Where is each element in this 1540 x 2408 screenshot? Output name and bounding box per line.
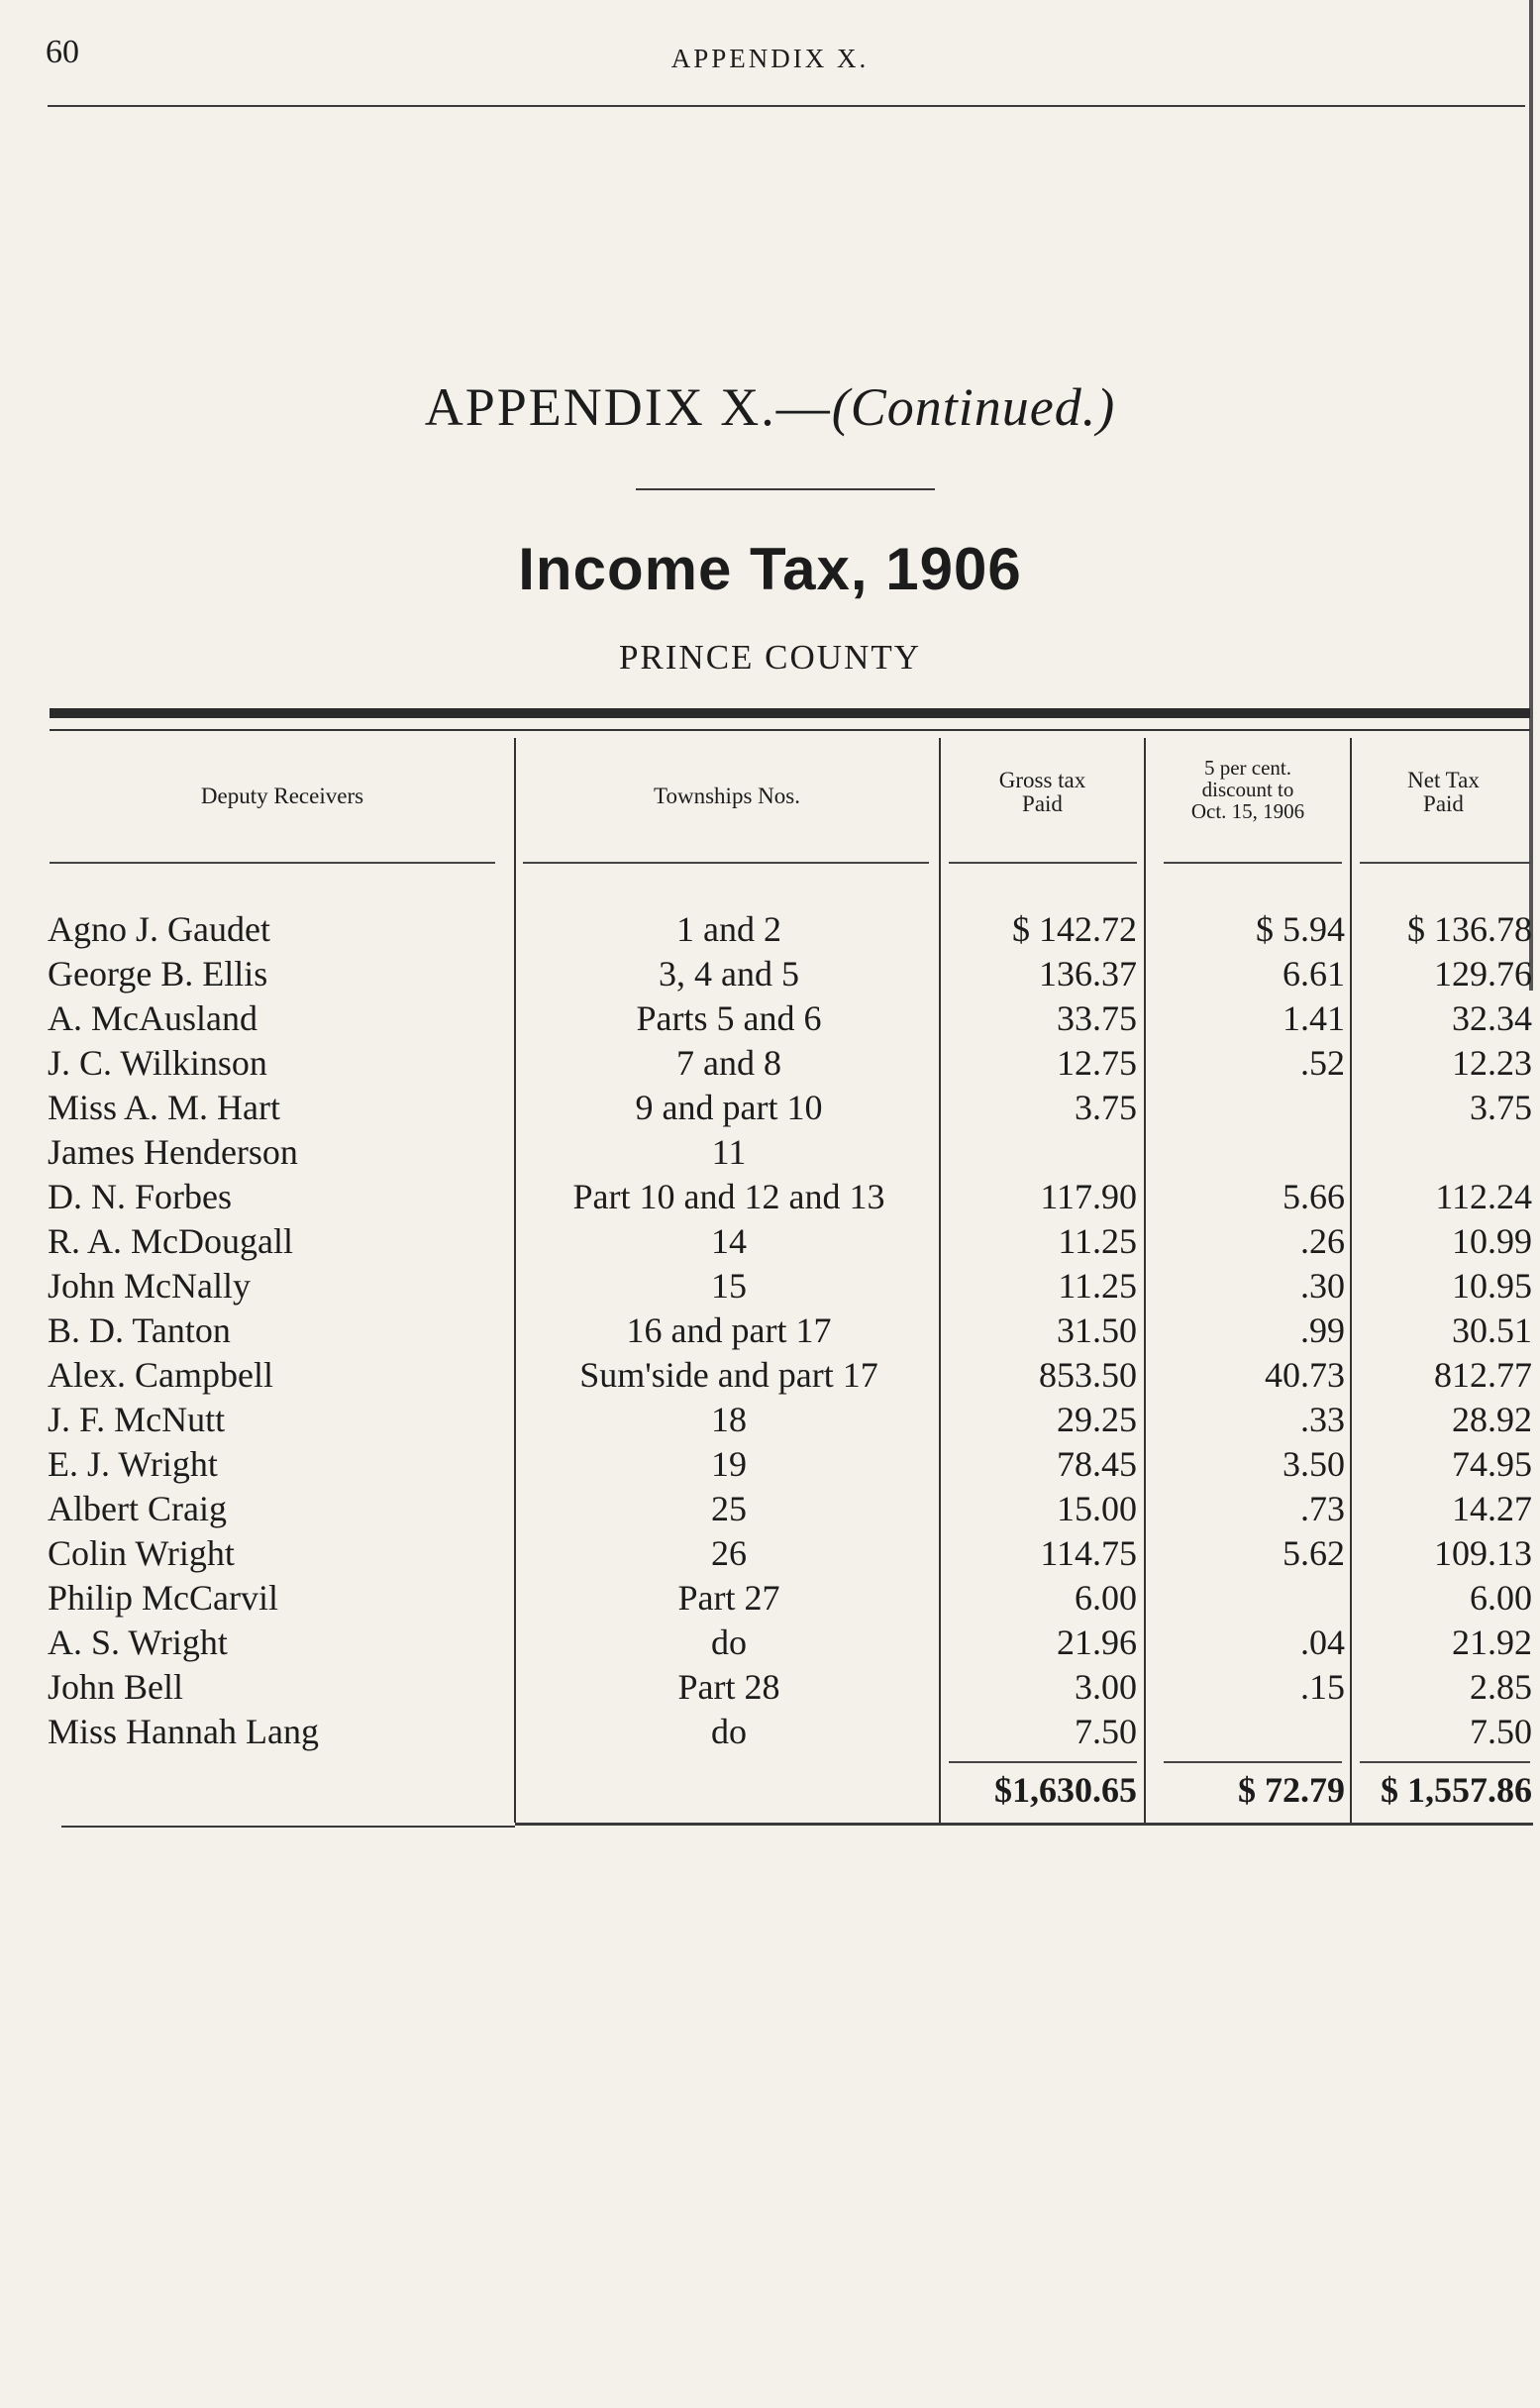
cell-receiver: J. C. Wilkinson <box>48 1043 267 1083</box>
table-row <box>0 1309 1540 1353</box>
table-row <box>0 996 1540 1041</box>
table-row <box>0 1264 1540 1309</box>
page-edge <box>1529 0 1533 991</box>
cell-net: 32.34 <box>1452 998 1532 1038</box>
cell-receiver: E. J. Wright <box>48 1444 218 1484</box>
cell-townships: Sum'side and part 17 <box>579 1355 878 1395</box>
cell-gross: 7.50 <box>1075 1712 1137 1751</box>
header-discount-line: Oct. 15, 1906 <box>1190 799 1305 823</box>
header-discount-line: 5 per cent. <box>1203 756 1292 780</box>
cell-gross: 11.25 <box>1058 1266 1137 1306</box>
table-top-rule <box>50 708 1530 718</box>
cell-receiver: Agno J. Gaudet <box>48 909 270 949</box>
table-row <box>0 1442 1540 1487</box>
cell-net: 10.99 <box>1452 1221 1532 1261</box>
cell-receiver: J. F. McNutt <box>48 1400 226 1439</box>
cell-receiver: Albert Craig <box>48 1489 227 1528</box>
cell-discount: 3.50 <box>1283 1444 1345 1484</box>
cell-townships: Part 10 and 12 and 13 <box>572 1177 885 1216</box>
cell-net: 112.24 <box>1435 1177 1532 1216</box>
cell-gross: $ 142.72 <box>1012 909 1137 949</box>
cell-net: 21.92 <box>1452 1623 1532 1662</box>
cell-gross: 15.00 <box>1057 1489 1137 1528</box>
cell-townships: 18 <box>711 1400 747 1439</box>
title-divider <box>636 488 935 490</box>
cell-receiver: D. N. Forbes <box>48 1177 232 1216</box>
cell-discount: .15 <box>1300 1667 1345 1707</box>
total-discount: $ 72.79 <box>1238 1770 1345 1810</box>
cell-townships: 26 <box>711 1533 747 1573</box>
total-underline <box>1360 1761 1530 1763</box>
cell-townships: do <box>711 1623 747 1662</box>
cell-townships: 25 <box>711 1489 747 1528</box>
cell-receiver: R. A. McDougall <box>48 1221 293 1261</box>
cell-net: 812.77 <box>1434 1355 1532 1395</box>
cell-net: 129.76 <box>1434 954 1532 994</box>
table-row <box>0 1621 1540 1665</box>
table-row <box>0 952 1540 996</box>
total-underline <box>1164 1761 1342 1763</box>
header-receivers: Deputy Receivers <box>200 784 364 808</box>
cell-discount: .26 <box>1300 1221 1345 1261</box>
table-top-thin-rule <box>50 729 1530 731</box>
header-net-line: Net Tax <box>1407 768 1480 792</box>
cell-receiver: Alex. Campbell <box>48 1355 273 1395</box>
cell-gross: 3.75 <box>1075 1088 1137 1127</box>
header-underline <box>1164 862 1342 864</box>
cell-townships: Part 27 <box>677 1578 780 1618</box>
cell-gross: 11.25 <box>1058 1221 1137 1261</box>
cell-gross: 21.96 <box>1057 1623 1137 1662</box>
cell-gross: 114.75 <box>1040 1533 1137 1573</box>
cell-discount: .99 <box>1300 1310 1345 1350</box>
cell-townships: 14 <box>711 1221 747 1261</box>
running-head: APPENDIX X. <box>670 44 870 73</box>
cell-net: 30.51 <box>1452 1310 1532 1350</box>
header-gross <box>941 769 1144 816</box>
header-gross-line: Gross tax <box>998 768 1086 792</box>
cell-receiver: Colin Wright <box>48 1533 235 1573</box>
cell-gross: 853.50 <box>1039 1355 1137 1395</box>
table-body <box>0 907 1540 1754</box>
cell-gross: 12.75 <box>1057 1043 1137 1083</box>
header-underline <box>523 862 929 864</box>
cell-discount: .04 <box>1300 1623 1345 1662</box>
header-underline <box>50 862 495 864</box>
table-row <box>0 1710 1540 1754</box>
cell-net: 109.13 <box>1434 1533 1532 1573</box>
cell-discount: 40.73 <box>1265 1355 1345 1395</box>
cell-gross: 136.37 <box>1039 954 1137 994</box>
table-row <box>0 1487 1540 1531</box>
cell-gross: 29.25 <box>1057 1400 1137 1439</box>
cell-receiver: Philip McCarvil <box>48 1578 278 1618</box>
total-net: $ 1,557.86 <box>1381 1770 1532 1810</box>
cell-gross: 33.75 <box>1057 998 1137 1038</box>
cell-townships: 7 and 8 <box>676 1043 781 1083</box>
cell-gross: 78.45 <box>1057 1444 1137 1484</box>
main-title: Income Tax, 1906 <box>518 536 1022 602</box>
table-row <box>0 1086 1540 1130</box>
cell-net: 10.95 <box>1452 1266 1532 1306</box>
table-row <box>0 1175 1540 1219</box>
page-number: 60 <box>46 34 79 70</box>
cell-gross: 6.00 <box>1075 1578 1137 1618</box>
cell-receiver: John McNally <box>48 1266 251 1306</box>
table-bottom-rule-left <box>61 1826 515 1828</box>
cell-receiver: George B. Ellis <box>48 954 268 994</box>
cell-townships: Part 28 <box>677 1667 780 1707</box>
table-row <box>0 1665 1540 1710</box>
county-subtitle: PRINCE COUNTY <box>618 638 922 677</box>
cell-net: $ 136.78 <box>1407 909 1532 949</box>
header-discount-line: discount to <box>1201 778 1294 801</box>
cell-receiver: Miss Hannah Lang <box>48 1712 319 1751</box>
table-row <box>0 1219 1540 1264</box>
cell-discount: .33 <box>1300 1400 1345 1439</box>
cell-townships: 3, 4 and 5 <box>659 954 799 994</box>
cell-townships: 11 <box>711 1132 747 1172</box>
cell-gross: 31.50 <box>1057 1310 1137 1350</box>
cell-discount: 6.61 <box>1283 954 1345 994</box>
total-gross: $1,630.65 <box>994 1770 1137 1810</box>
cell-discount: $ 5.94 <box>1256 909 1345 949</box>
cell-townships: 9 and part 10 <box>635 1088 823 1127</box>
cell-discount: .30 <box>1300 1266 1345 1306</box>
cell-net: 14.27 <box>1452 1489 1532 1528</box>
cell-gross: 3.00 <box>1075 1667 1137 1707</box>
header-net-line: Paid <box>1423 791 1464 816</box>
cell-receiver: A. S. Wright <box>48 1623 228 1662</box>
header-rule <box>48 105 1525 107</box>
cell-discount: 5.66 <box>1283 1177 1345 1216</box>
cell-net: 3.75 <box>1470 1088 1532 1127</box>
cell-townships: 15 <box>711 1266 747 1306</box>
table-row <box>0 1398 1540 1442</box>
cell-discount: 5.62 <box>1283 1533 1345 1573</box>
appendix-title <box>0 376 1540 438</box>
cell-net: 6.00 <box>1470 1578 1532 1618</box>
cell-discount: 1.41 <box>1283 998 1345 1038</box>
cell-receiver: B. D. Tanton <box>48 1310 231 1350</box>
cell-townships: 19 <box>711 1444 747 1484</box>
header-gross-line: Paid <box>1022 791 1063 816</box>
table-row <box>0 1531 1540 1576</box>
cell-townships: Parts 5 and 6 <box>636 998 822 1038</box>
cell-net: 2.85 <box>1470 1667 1532 1707</box>
table-row <box>0 1130 1540 1175</box>
table-row <box>0 1353 1540 1398</box>
total-underline <box>949 1761 1137 1763</box>
header-discount <box>1146 757 1350 822</box>
table-row <box>0 1041 1540 1086</box>
cell-receiver: A. McAusland <box>48 998 257 1038</box>
table-row <box>0 907 1540 952</box>
table-row <box>0 1576 1540 1621</box>
continued-label: (Continued.) <box>831 377 1116 437</box>
cell-net: 28.92 <box>1452 1400 1532 1439</box>
cell-receiver: Miss A. M. Hart <box>48 1088 281 1127</box>
cell-townships: do <box>711 1712 747 1751</box>
cell-receiver: John Bell <box>48 1667 184 1707</box>
header-townships: Townships Nos. <box>654 784 800 808</box>
cell-net: 74.95 <box>1452 1444 1532 1484</box>
header-underline <box>949 862 1137 864</box>
cell-receiver: James Henderson <box>48 1132 298 1172</box>
table-bottom-rule <box>515 1823 1533 1826</box>
totals-row <box>0 1768 1540 1813</box>
cell-net: 12.23 <box>1452 1043 1532 1083</box>
cell-gross: 117.90 <box>1040 1177 1137 1216</box>
cell-townships: 1 and 2 <box>676 909 781 949</box>
header-net <box>1352 769 1535 816</box>
cell-discount: .52 <box>1300 1043 1345 1083</box>
cell-discount: .73 <box>1300 1489 1345 1528</box>
header-underline <box>1360 862 1530 864</box>
cell-townships: 16 and part 17 <box>626 1310 832 1350</box>
cell-net: 7.50 <box>1470 1712 1532 1751</box>
appendix-label: APPENDIX X.— <box>424 377 832 437</box>
